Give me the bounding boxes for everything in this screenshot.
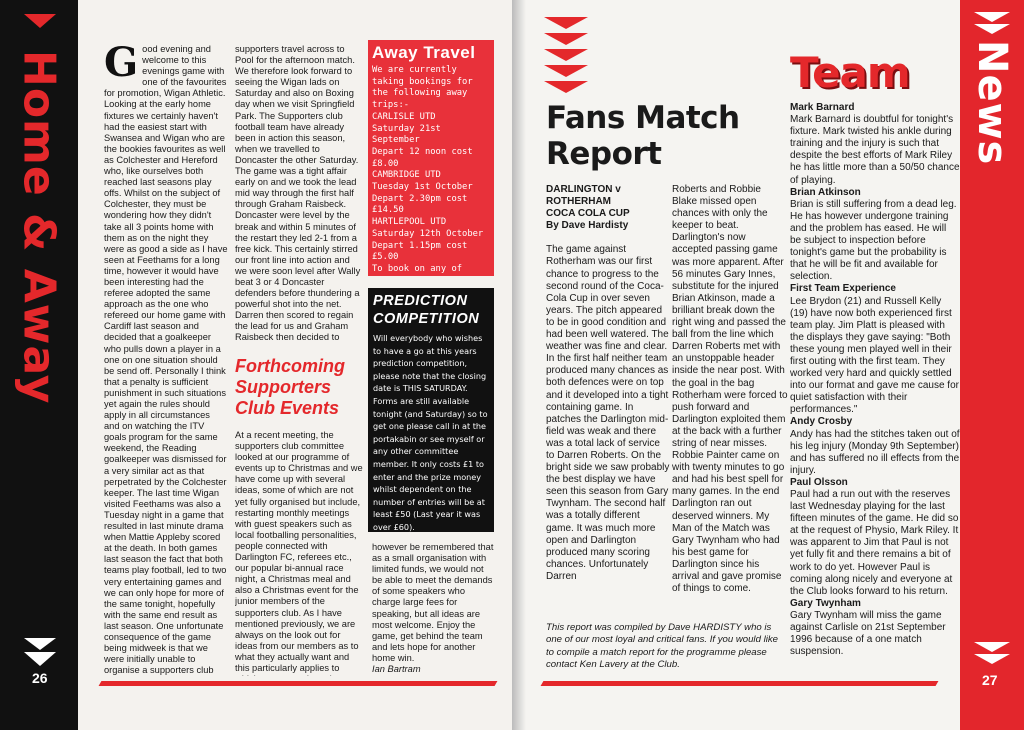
section-title-vertical: News <box>969 40 1015 166</box>
team-news-column <box>790 102 960 676</box>
away-travel-line: Tuesday 1st October <box>372 182 473 193</box>
team-news-text: Gary Twynham will miss the game against Carlisle on 21st September 1996 because of a one match suspension. <box>790 609 946 658</box>
team-news-heading: Brian Atkinson <box>790 186 861 198</box>
match-header-line: COCA COLA CUP <box>546 208 630 220</box>
match-header-line: ROTHERHAM <box>546 196 611 208</box>
team-news-text: Mark Barnard is doubtful for tonight's fixture. Mark twisted his ankle during training and the injury is such that despite the best efforts of Mark Riley he has little more than a 50/50 chance of playing. <box>790 114 960 186</box>
away-travel-line: We are currently taking bookings for the following away trips:- <box>372 65 473 111</box>
away-travel-line: To book on any of <box>372 263 463 274</box>
closing-text: however be remembered that as a small organisation with limited funds, we would not be able to meet the demands of some speakers who charge large fees for speaking, but all ideas are most welcome. Enjoy the game, get behind the team and lets hope for another home win. <box>372 542 494 663</box>
dropcap: G <box>104 44 139 86</box>
events-column <box>235 430 363 676</box>
section-title-vertical: Home & Away <box>13 50 65 405</box>
away-travel-line: CAMBRIDGE UTD <box>372 170 441 181</box>
team-news-heading: Paul Olsson <box>790 476 848 488</box>
footer-rule <box>99 681 498 686</box>
signature-name: Ian Bartram <box>372 664 421 674</box>
away-travel-line: Depart 1.15pm cost £5.00 <box>372 240 468 263</box>
team-news-heading: First Team Experience <box>790 283 896 295</box>
right-section-bar <box>960 0 1024 730</box>
events-text: At a recent meeting, the supporters club committee looked at our programme of events up to Christmas and we have come up with several ideas, some of which are not yet fully organised but include, restarting monthly meetings with guest speakers such as local footballing personalities, people connected with Darlington FC, referees etc., our popular bi-annual race night, a Christmas meal and also a Christmas event for the junior members of the supporters club. As I have mentioned previously, we are always on the look out for ideas from our members as to what they actually want and this particularly applies to <box>235 430 363 673</box>
report-text-1: The game against Rotherham was our first chance to progress to the second round of the Coca-Cola Cup in over seven years. The pitch appeared to be in good condition and had been well watered. The weather was fine and clear. In the first half neither team produced many chances as both defences were on top and it developed into a tight containing game. In patches the Darlington mid-field was weak and there was a total lack of service to Darren Roberts. On the bright side we saw probably the best display we have seen this season from Gary Twynham. The second half was a totally different game. It was much more open and Darlington produced many scoring chances. Unfortunately Darren <box>546 244 670 582</box>
team-news-text: Brian is still suffering from a dead leg. He has however undergone training and the problem has eased. He will be subject to inspection before tonight's game but the probability is that he will be fit and available for selection. <box>790 198 957 283</box>
away-travel-line: CARLISLE UTD <box>372 111 436 122</box>
team-news-text: Paul had a run out with the reserves last Wednesday playing for the last fifteen minutes of the game. He did so at the request of Physio, Mark Riley. It was apparent to Jim that Paul is not yet fully fit and there remains a bit of work to do yet. However Paul is coming along nicely and everyone at the Club looks forward to his return. <box>790 489 959 597</box>
football-report-column <box>235 44 363 344</box>
team-news-heading: Gary Twynham <box>790 597 861 609</box>
page-number: 26 <box>32 670 48 686</box>
right-page <box>512 0 1024 730</box>
prediction-box <box>368 288 494 532</box>
prediction-text: Will everybody who wishes to have a go at this years prediction competition, please note that the closing date is THIS SATURDAY. Forms are still available tonight (and Saturday) so to get one please call in at the portakabin or see myself or any other committee member. It only costs £1 to enter and the prize money whilst dependent on the number of entries will be at least £50 (Last year it was over £60). <box>373 333 488 532</box>
chevron-down-icon <box>20 636 60 670</box>
football-report-text: supporters travel across to Pool for the afternoon match. We therefore look forward to seeing the Wigan lads on Saturday and also on Boxing day when we visit Springfield Park. The Supporters club football team have already been in action this season, when we travelled to Doncaster the other Saturday. The game was a tight affair early on and we took the lead mid way through the first half through Graham Raisbeck. Doncaster were level by the break and within 5 minutes of the restart they led 2-1 from a free kick. This certainly stirred our front line into action and we were soon level after Wally beat 3 or 4 Doncaster defenders before thundering a powerful shot into the net. Darren then scored to regain the lead for us and Graham Raisbeck then decided to <box>235 44 361 343</box>
match-header-line: DARLINGTON v <box>546 184 621 195</box>
closing-column <box>372 542 494 674</box>
chevron-down-icon <box>20 12 60 30</box>
away-travel-line: HARTLEPOOL UTD <box>372 217 447 228</box>
chevron-down-icon <box>970 640 1014 666</box>
team-news-title: Team <box>790 48 910 97</box>
report-column-2 <box>672 184 788 620</box>
left-section-bar <box>0 0 78 730</box>
away-travel-line: Saturday 21st September <box>372 123 441 146</box>
team-news-text: Lee Brydon (21) and Russell Kelly (19) have now both experienced first team play. Jim Platt is pleased with the displays they gave saying: "Both these young men played well in their first outing with the first team. They worked very hard and quickly settled into our format and gave me cause for quiet satisfaction with their performances." <box>790 295 959 416</box>
fans-report-title: Fans Match Report <box>546 100 740 172</box>
chevrons-icon <box>542 15 590 95</box>
page-gutter <box>512 0 526 730</box>
prediction-title: PREDICTION COMPETITION <box>373 293 480 327</box>
away-travel-box <box>368 40 494 276</box>
team-news-heading: Andy Crosby <box>790 416 853 428</box>
page-number: 27 <box>982 672 998 688</box>
away-travel-line: Depart 12 noon cost £8.00 <box>372 146 473 169</box>
report-text-2: Roberts and Robbie Blake missed open chances with only the keeper to beat. Darlington's now accepted passing game was more apparent. After 56 minutes Gary Innes, substitute for the injured Brian Atkinson, made a brilliant break down the right wing and passed the ball from the line which Darren Roberts met with an unstoppable header inside the near post. With the goal in the bag Rotherham were forced to push forward and Darlington exploited them at the back with a further string of near misses. Robbie Painter came on with twenty minutes to go and had his best spell for many games. In the end Darlington ran out deserved winners. My Man of the Match was Gary Twynham who had his best game for Darlington since his arrival and gave promise of things to come. <box>672 184 788 595</box>
match-header-line: By Dave Hardisty <box>546 220 629 232</box>
chevron-down-icon <box>970 10 1014 36</box>
away-travel-title: Away Travel <box>372 43 476 62</box>
intro-column <box>104 44 228 676</box>
events-title: Forthcoming Supporters Club Events <box>235 356 345 418</box>
team-news-heading: Mark Barnard <box>790 102 855 113</box>
report-column-1 <box>546 184 670 620</box>
report-footnote: This report was compiled by Dave HARDISTY who is one of our most loyal and critical fans. If you would like to compile a match report for the programme please contact Ken Lavery at the Club. <box>546 622 778 670</box>
intro-text: ood evening and welcome to this evenings game with one of the favourites for promotion, Wigan Athletic. Looking at the early home fixtures we certainly haven't had the easiest start with Swansea and Wigan who are the bookies favourites as well as Colchester and Hereford who, like ourselves both reached last seasons play offs. Whilst on the subject of Colchester, they must be wondering how they didn't take all 3 points home with them as on the night they were as good a side as I have seen at Feethams for a long time, however it would have been interesting had the referee adopted the same approach as the one who refereed our home game with Cardiff last season and decided that a goalkeeper who pulls down a player in a one on one situation should be send off. Personally I think that a penalty is sufficient punishment in such situations yet again the rules should apply in all circumstances and on watching the ITV goals program for the same weekend, the Reading goalkeeper was dismissed for a very similar act as that perpetrated by the Colchester keeper. The last time Wigan visited Feethams was also a Tuesday night in a game that resulted in last minute drama when Mattie Appleby scored at the death. In both games last season the fact that both teams play football, led to two very entertaining games and we can only hope for more of the same tonight, hopefully with the same end result as last season. One unfortunate consequence of the game being midweek is that we were initially unable to organise a supporters club <box>104 44 228 676</box>
footer-rule <box>541 681 939 686</box>
team-news-text: Andy has had the stitches taken out of his leg injury (Monday 9th September) and has suffered no ill effects from the injury. <box>790 428 960 476</box>
away-travel-line: Depart 2.30pm cost £14.50 <box>372 193 468 216</box>
away-travel-line: Saturday 12th October <box>372 228 484 239</box>
